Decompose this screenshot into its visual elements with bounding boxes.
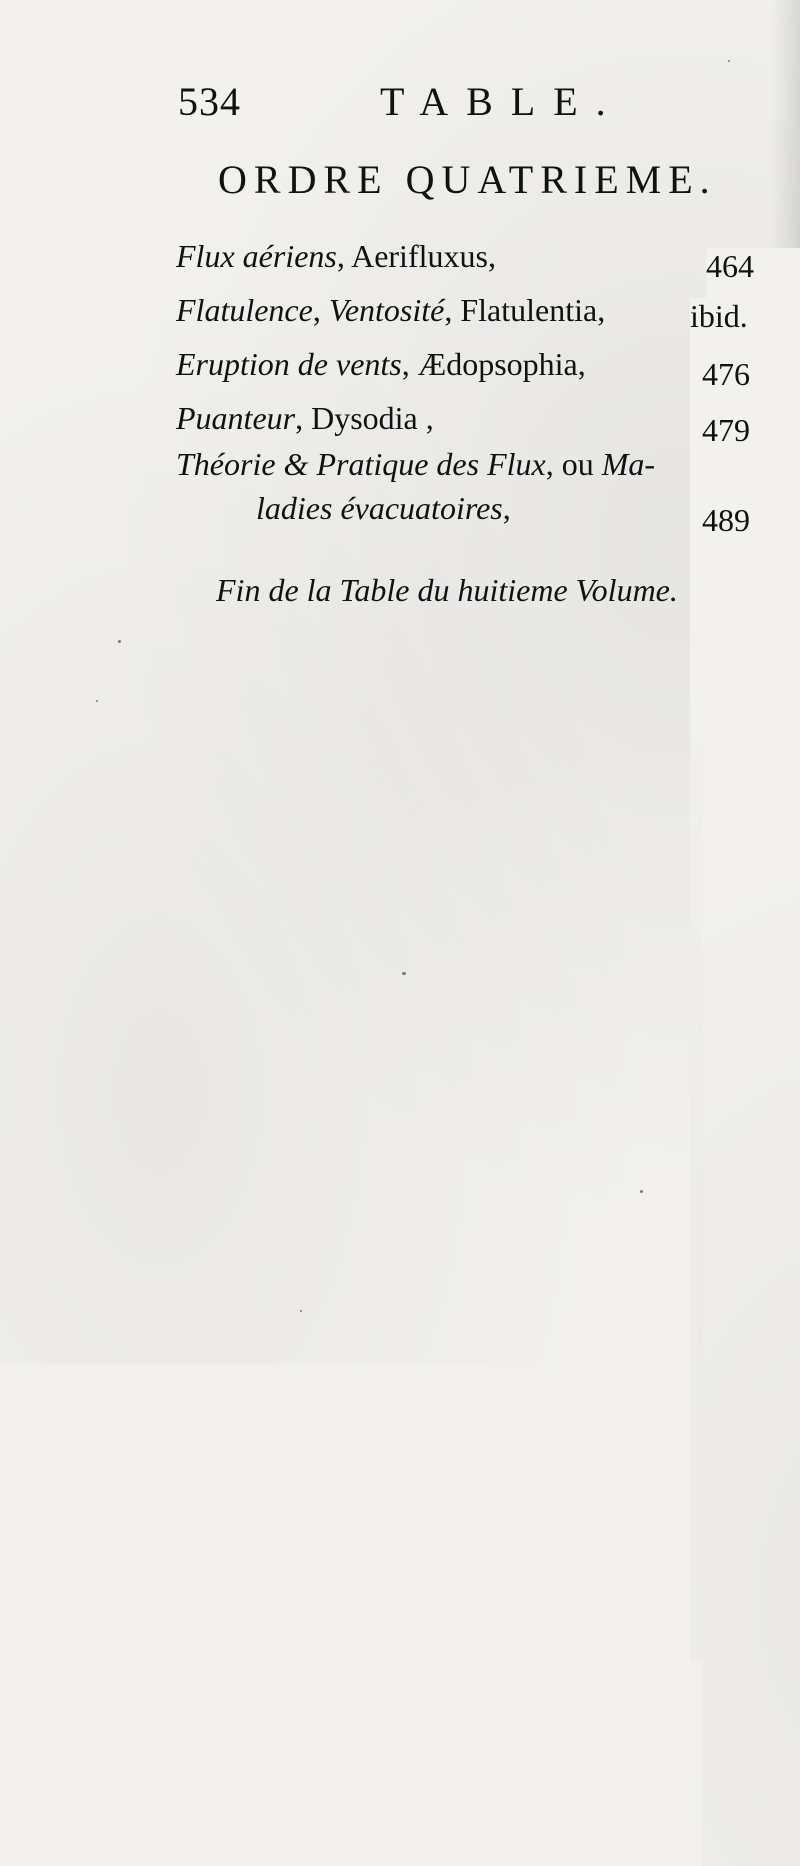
entry-french-term: Théorie & Pratique des Flux [176, 446, 546, 482]
entry-page-number: 489 [702, 502, 800, 1866]
entry-french-term: Flatulence [176, 292, 313, 328]
end-note: Fin de la Table du huitieme Volume. [216, 572, 678, 608]
table-entry-continuation [0, 490, 800, 538]
entry-page-number: 476 [702, 356, 800, 1720]
entry-text [176, 346, 586, 383]
entry-separator: , [502, 490, 511, 526]
entry-conjunction: , ou [545, 446, 594, 482]
table-entry [0, 400, 800, 448]
section-title: ORDRE QUATRIEME. [218, 157, 717, 202]
entry-separator: , [312, 292, 321, 328]
entry-page-number: ibid. [690, 298, 800, 1662]
entry-text [176, 292, 605, 329]
entry-latin-term: , Aerifluxus, [336, 238, 496, 274]
paper-speck [402, 972, 406, 975]
entry-hyphenated-end: ladies évacuatoires [256, 490, 503, 526]
table-entry [0, 292, 800, 340]
entry-french-term: Eruption de vents [176, 346, 402, 382]
entry-page-number: 464 [706, 248, 800, 1612]
entry-french-term: Flux aériens [176, 238, 337, 274]
table-entry [0, 346, 800, 394]
page-number: 534 [178, 79, 241, 124]
paper-speck [640, 1190, 643, 1193]
table-entry [0, 446, 800, 494]
entry-latin-term: , Flatulentia, [444, 292, 606, 328]
entry-page-number: 479 [702, 412, 800, 1776]
running-title: TABLE. [380, 79, 624, 124]
running-header [0, 78, 800, 128]
entry-text [176, 400, 434, 437]
entry-text [176, 446, 655, 483]
paper-speck [728, 60, 730, 62]
paper-speck [300, 1310, 302, 1312]
entry-french-synonym: Ventosité [328, 292, 445, 328]
entry-french-term: Puanteur [176, 400, 296, 436]
entry-text [256, 490, 511, 527]
entry-latin-term: , Dysodia , [295, 400, 434, 436]
table-entry [0, 238, 800, 286]
paper-speck [118, 640, 121, 643]
entry-latin-term: , Ædopsophia, [401, 346, 586, 382]
paper-speck [96, 700, 98, 702]
entry-text [176, 238, 496, 275]
entry-hyphenated-start: Ma- [601, 446, 656, 482]
